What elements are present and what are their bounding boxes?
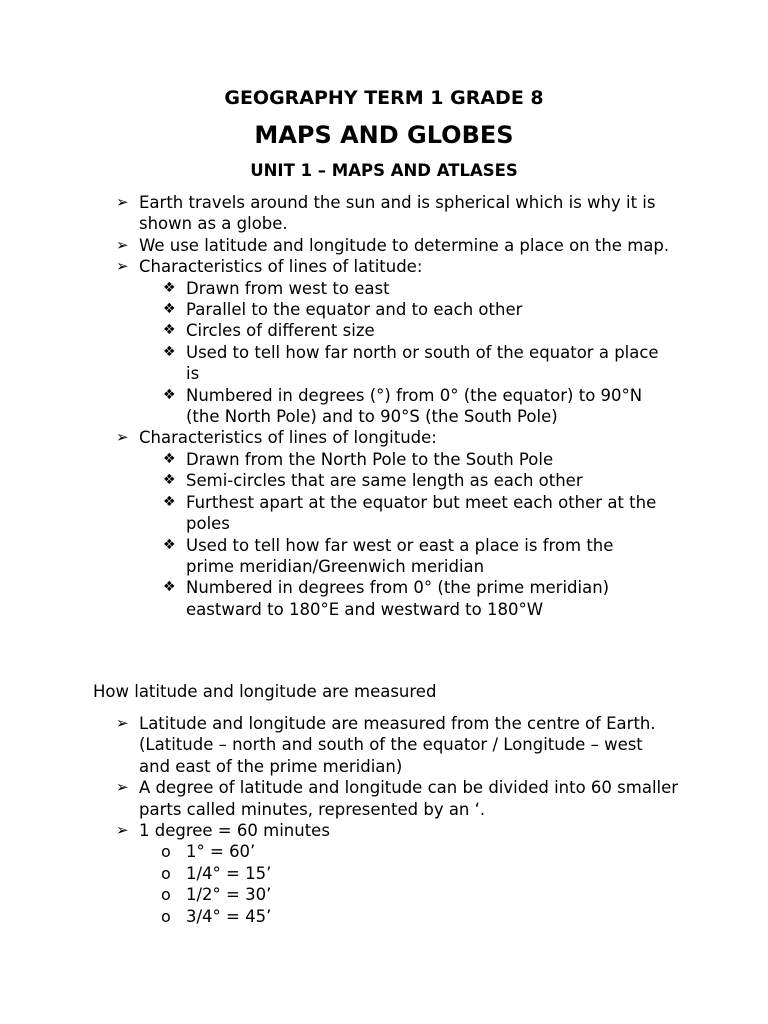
arrow-bullet-icon: ➢	[116, 193, 129, 211]
list-item-text: We use latitude and longitude to determine a place on the map.	[139, 235, 670, 255]
sub-list-item	[0, 577, 666, 620]
four-diamond-bullet-icon: ❖	[163, 279, 176, 296]
sub-list-item-text: Semi-circles that are same length as each other	[186, 471, 583, 491]
arrow-bullet-icon: ➢	[116, 257, 129, 276]
sub-list-item-text: Circles of different size	[186, 321, 375, 341]
circle-bullet-icon: o	[161, 863, 171, 883]
sub-list-item	[0, 470, 666, 491]
list-item	[0, 713, 679, 777]
sub-list-item-text: 1/2° = 30’	[186, 885, 272, 905]
circle-bullet-icon: o	[161, 885, 171, 905]
arrow-bullet-icon: ➢	[116, 778, 129, 797]
sub-list-item-text: Parallel to the equator and to each other	[186, 300, 523, 320]
list-item-text: A degree of latitude and longitude can be divided into 60 smaller parts called minutes, represented by an ‘.	[139, 778, 679, 819]
sub-list-item	[0, 278, 666, 299]
sub-list-item	[0, 385, 666, 428]
latitude-longitude-list	[0, 192, 768, 620]
sub-list-item-text: Used to tell how far north or south of the equator a place is	[186, 342, 659, 384]
sub-list-item	[0, 535, 666, 578]
sub-list-item-text: Used to tell how far west or east a place is from the prime meridian/Greenwich meridian	[186, 535, 614, 576]
longitude-characteristics-list	[0, 449, 768, 620]
arrow-bullet-icon: ➢	[116, 428, 129, 447]
circle-bullet-icon: o	[161, 906, 171, 926]
list-item	[0, 427, 679, 620]
sub-list-item-text: Drawn from west to east	[186, 278, 390, 298]
sub-list-item	[0, 449, 666, 470]
term-heading: GEOGRAPHY TERM 1 GRADE 8	[224, 87, 544, 109]
sub-list-item-text: Numbered in degrees from 0° (the prime meridian) eastward to 180°E and westward to 180°W	[186, 578, 610, 619]
list-item-text: Earth travels around the sun and is spherical which is why it is shown as a globe.	[139, 193, 656, 234]
four-diamond-bullet-icon: ❖	[163, 493, 176, 510]
sub-list-item	[0, 492, 666, 535]
four-diamond-bullet-icon: ❖	[163, 322, 176, 339]
unit-heading: UNIT 1 – MAPS AND ATLASES	[250, 161, 518, 180]
list-item	[0, 777, 679, 820]
list-item-text: Characteristics of lines of longitude:	[139, 428, 437, 448]
degree-minutes-list	[0, 841, 768, 927]
arrow-bullet-icon: ➢	[116, 821, 129, 840]
four-diamond-bullet-icon: ❖	[163, 579, 176, 596]
circle-bullet-icon: o	[161, 842, 171, 862]
four-diamond-bullet-icon: ❖	[163, 472, 176, 489]
sub-list-item-text: Furthest apart at the equator but meet each other at the poles	[186, 492, 657, 534]
measurement-section-heading: How latitude and longitude are measured	[93, 682, 437, 701]
sub-list-item	[0, 863, 666, 884]
sub-list-item	[0, 841, 666, 862]
sub-list-item	[0, 906, 666, 927]
sub-list-item	[0, 884, 666, 905]
sub-list-item-text: 1° = 60’	[186, 842, 256, 862]
list-item	[0, 256, 679, 427]
list-item-text: 1 degree = 60 minutes	[139, 821, 330, 841]
latitude-characteristics-list	[0, 278, 768, 428]
four-diamond-bullet-icon: ❖	[163, 301, 176, 318]
list-item	[0, 235, 679, 256]
sub-list-item	[0, 342, 666, 385]
measurement-list	[0, 713, 768, 927]
four-diamond-bullet-icon: ❖	[163, 343, 176, 360]
sub-list-item-text: Drawn from the North Pole to the South Pole	[186, 449, 554, 469]
sub-list-item-text: 1/4° = 15’	[186, 863, 272, 883]
sub-list-item	[0, 320, 666, 341]
four-diamond-bullet-icon: ❖	[163, 450, 176, 467]
page-title: MAPS AND GLOBES	[254, 121, 514, 149]
four-diamond-bullet-icon: ❖	[163, 386, 176, 403]
list-item-text: Characteristics of lines of latitude:	[139, 257, 423, 277]
arrow-bullet-icon: ➢	[116, 235, 129, 254]
list-item	[0, 192, 679, 235]
sub-list-item	[0, 299, 666, 320]
four-diamond-bullet-icon: ❖	[163, 536, 176, 553]
list-item-text: Latitude and longitude are measured from the centre of Earth. (Latitude – north and south of the equator / Longitude – west and east of the prime meridian)	[139, 714, 656, 776]
list-item	[0, 820, 679, 927]
arrow-bullet-icon: ➢	[116, 714, 129, 732]
sub-list-item-text: 3/4° = 45’	[186, 906, 272, 926]
sub-list-item-text: Numbered in degrees (°) from 0° (the equator) to 90°N (the North Pole) and to 90°S (the South Pole)	[186, 385, 643, 427]
